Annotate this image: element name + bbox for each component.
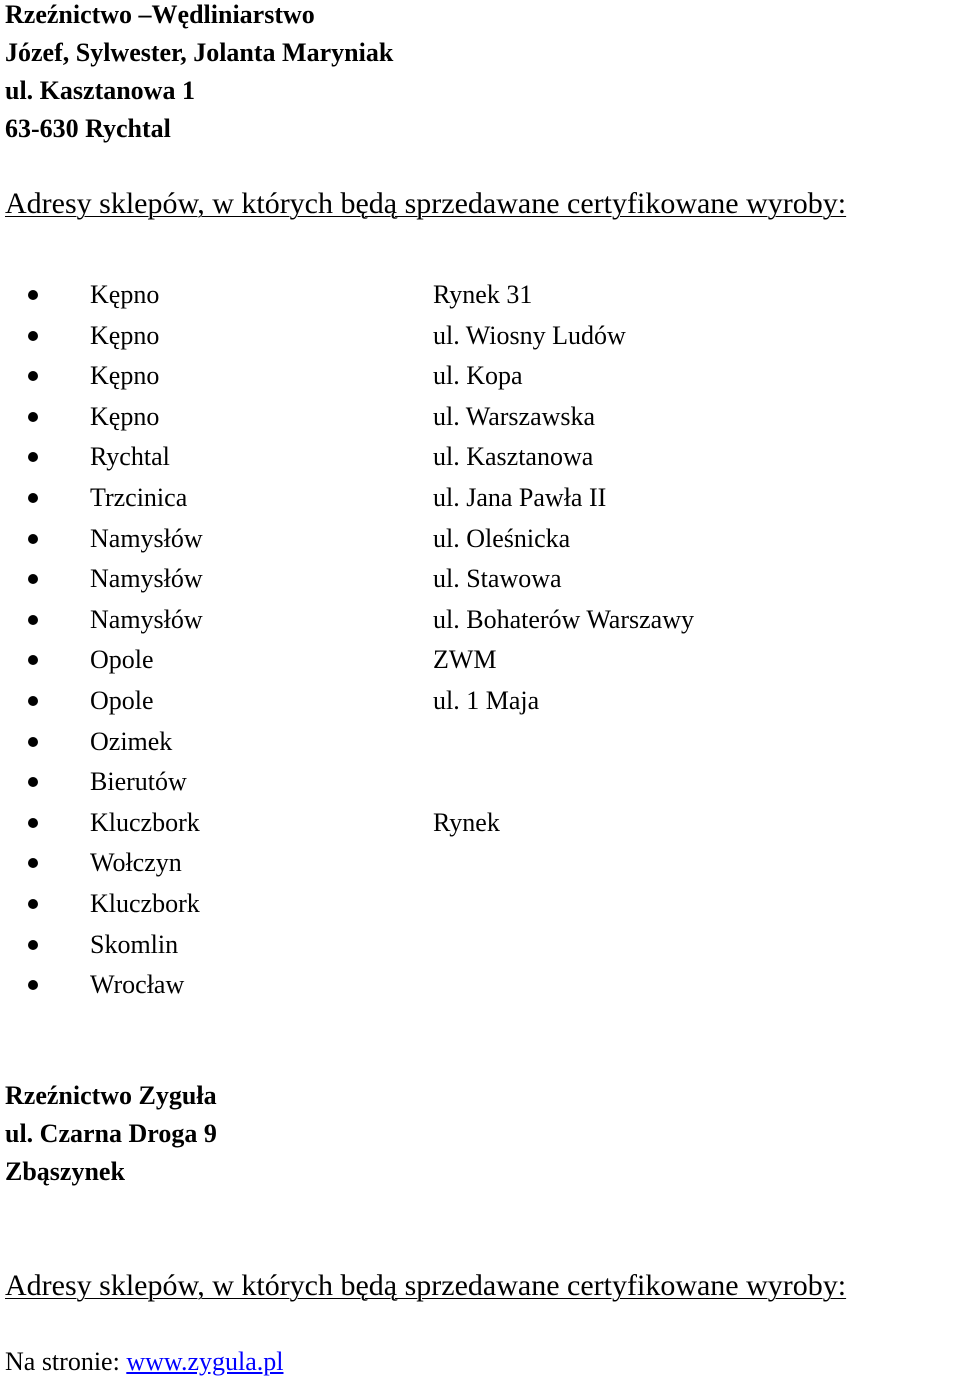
shop-city: Kępno	[90, 401, 160, 431]
shop-city: Opole	[90, 645, 154, 675]
shop-street: ul. 1 Maja	[433, 685, 540, 715]
shop-city: Kępno	[90, 280, 160, 309]
shop-city: Kępno	[90, 320, 160, 350]
bullet-icon	[28, 655, 38, 665]
shop-street: ZWM	[433, 645, 497, 675]
bullet-icon	[28, 737, 38, 747]
bullet-icon	[28, 696, 38, 706]
shop-city: Bierutów	[90, 767, 187, 797]
company2-city: Zbąszynek	[5, 1157, 125, 1186]
company2-name: Rzeźnictwo Zyguła	[5, 1081, 217, 1110]
shop-street: ul. Kopa	[433, 361, 523, 391]
bullet-icon	[28, 615, 38, 625]
bullet-icon	[28, 858, 38, 868]
bullet-icon	[28, 777, 38, 787]
shop-street: ul. Oleśnicka	[433, 523, 571, 553]
shop-street: Rynek	[433, 807, 500, 837]
shop-street: ul. Warszawska	[433, 401, 596, 431]
bullet-icon	[28, 290, 38, 300]
company2-street: ul. Czarna Droga 9	[5, 1119, 217, 1148]
shop-street: ul. Wiosny Ludów	[433, 320, 626, 350]
shop-city: Kluczbork	[90, 888, 200, 918]
shop-street: Rynek 31	[433, 280, 533, 309]
shops-heading-2: Adresy sklepów, w których będą sprzedawane certyfikowane wyroby:	[5, 1269, 847, 1302]
shop-city: Kępno	[90, 361, 160, 391]
shop-city: Wołczyn	[90, 848, 182, 878]
shop-city: Rychtal	[90, 442, 170, 472]
company1-name: Rzeźnictwo –Wędliniarstwo	[5, 0, 315, 29]
shop-city: Skomlin	[90, 929, 179, 959]
bullet-icon	[28, 574, 38, 584]
bullet-icon	[28, 452, 38, 462]
shop-city: Namysłów	[90, 523, 203, 553]
bullet-icon	[28, 493, 38, 503]
shops-heading-1: Adresy sklepów, w których będą sprzedawane certyfikowane wyroby:	[5, 187, 847, 220]
bullet-icon	[28, 940, 38, 950]
shop-city: Opole	[90, 685, 154, 715]
shop-city: Namysłów	[90, 564, 203, 594]
bullet-icon	[28, 899, 38, 909]
shop-street: ul. Stawowa	[433, 564, 562, 594]
company1-street: ul. Kasztanowa 1	[5, 76, 195, 105]
bullet-icon	[28, 818, 38, 828]
shop-city: Kluczbork	[90, 807, 200, 837]
bullet-icon	[28, 371, 38, 381]
website-label: Na stronie:	[5, 1347, 127, 1376]
bullet-icon	[28, 412, 38, 422]
website-line	[5, 1346, 283, 1378]
shop-city: Ozimek	[90, 726, 173, 756]
shop-street: ul. Jana Pawła II	[433, 482, 607, 512]
bullet-icon	[28, 534, 38, 544]
bullet-icon	[28, 331, 38, 341]
shop-city: Wrocław	[90, 970, 185, 1000]
company1-postal-city: 63-630 Rychtal	[5, 114, 171, 143]
shop-city: Trzcinica	[90, 482, 188, 512]
website-link[interactable]: www.zygula.pl	[126, 1347, 284, 1376]
shop-city: Namysłów	[90, 604, 203, 634]
company1-owners: Józef, Sylwester, Jolanta Maryniak	[5, 38, 394, 67]
bullet-icon	[28, 980, 38, 990]
shop-street: ul. Kasztanowa	[433, 442, 594, 472]
shop-street: ul. Bohaterów Warszawy	[433, 604, 694, 634]
